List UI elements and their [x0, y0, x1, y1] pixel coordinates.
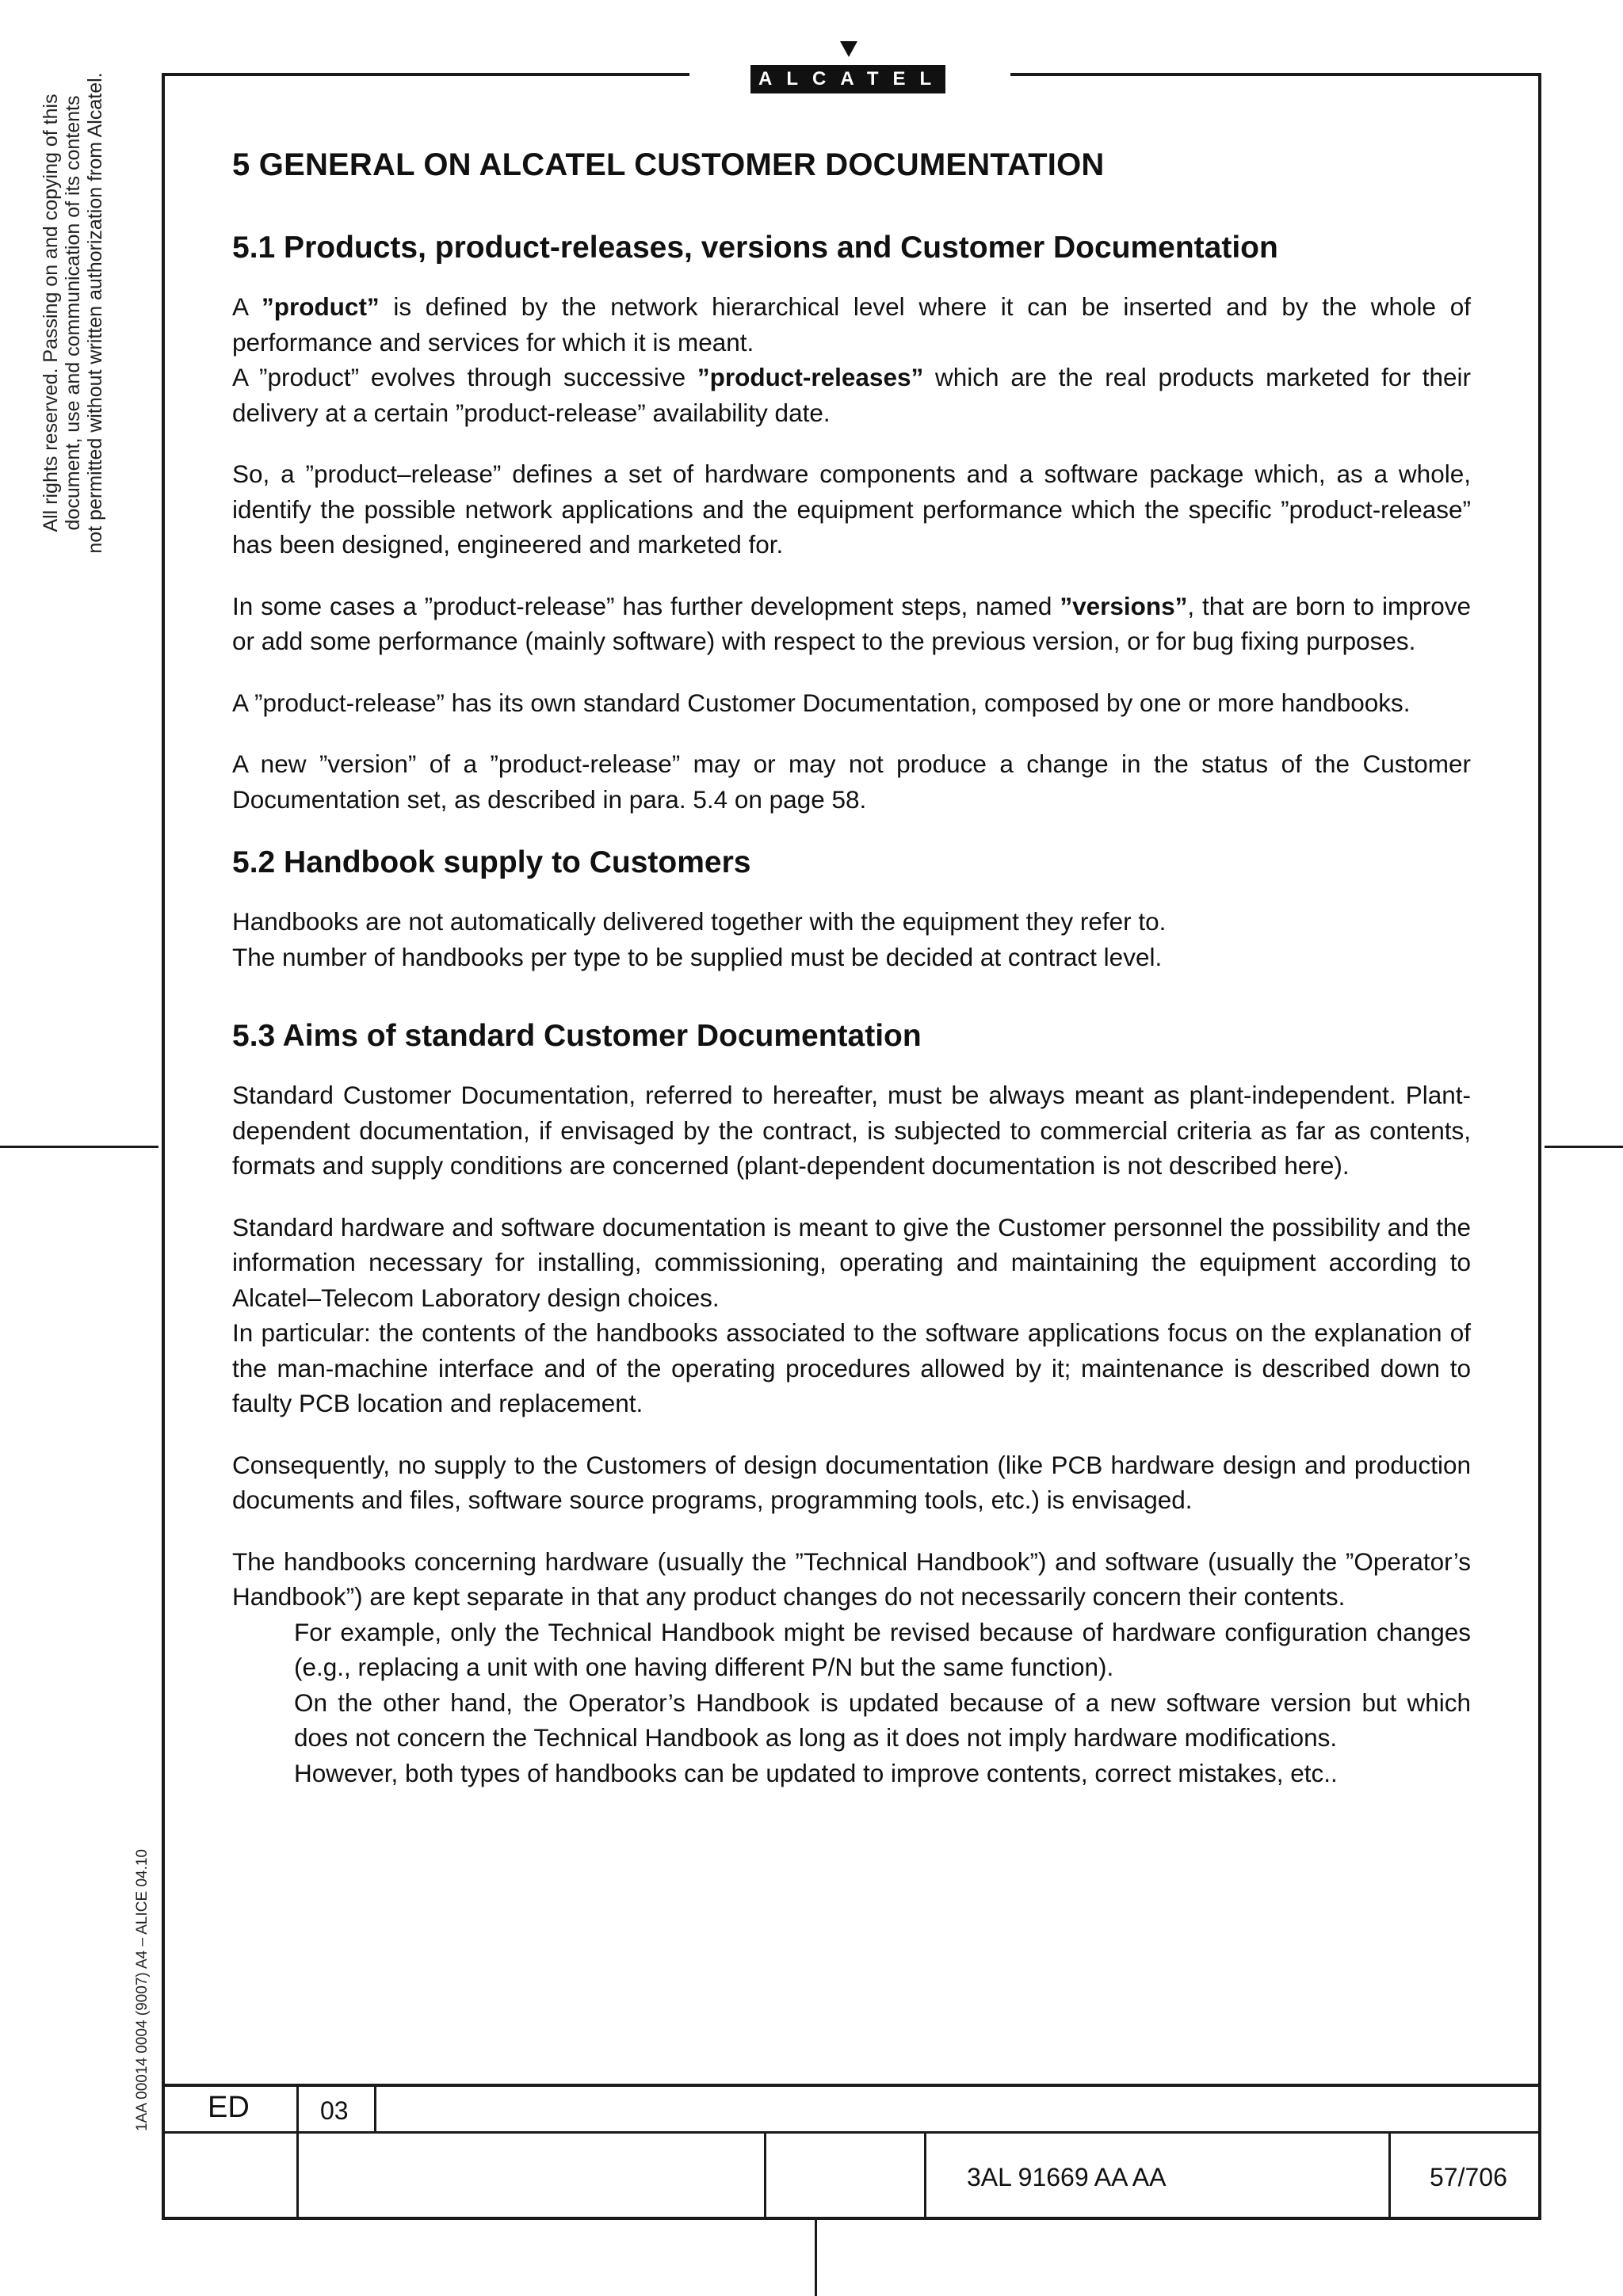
paragraph: The number of handbooks per type to be supplied must be decided at contract level. [232, 942, 1163, 971]
paragraph: A ”product-release” has its own standard Customer Documentation, composed by one or more handbooks. [232, 688, 1411, 717]
section-5-2-title: 5.2 Handbook supply to Customers [232, 845, 751, 879]
alcatel-logo: ALCATEL [750, 65, 945, 93]
page-number: 57/706 [1430, 2163, 1507, 2191]
footer-divider [924, 2131, 926, 2220]
footer-divider [1388, 2131, 1391, 2220]
paragraph: Consequently, no supply to the Customers of design documentation (like PCB hardware design and production documents and files, software source programs, programming tools, etc.) is envisaged. [232, 1450, 1471, 1514]
copyright-notice: All rights reserved. Passing on and copying of this document, use and communication of its contents not permitted without written authorization from Alcatel. [40, 72, 106, 554]
paragraph: Standard hardware and software documentation is meant to give the Customer personnel the possibility and the information necessary for installing, commissioning, operating and maintaining the equipment according to Alcatel–Telecom Laboratory design choices. [232, 1212, 1471, 1312]
fold-mark-right [1545, 1146, 1623, 1148]
page-content [232, 143, 1471, 1791]
section-5-3-title: 5.3 Aims of standard Customer Documentation [232, 1019, 922, 1053]
edition-label: ED [208, 2091, 250, 2124]
fold-mark-left [0, 1146, 158, 1148]
indented-paragraph: However, both types of handbooks can be updated to improve contents, correct mistakes, etc.. [294, 1758, 1338, 1787]
paragraph: A ”product” is defined by the network hierarchical level where it can be inserted and by the whole of performance and services for which it is meant. [232, 292, 1472, 357]
paragraph: In particular: the contents of the handbooks associated to the software applications focus on the explanation of the man-machine interface and of the operating procedures allowed by it; maintenance is described down to faulty PCB location and replacement. [232, 1318, 1471, 1417]
paragraph: So, a ”product–release” defines a set of hardware components and a software package which, as a whole, identify the possible network applications and the equipment performance which the specific ”product-release” has been designed, engineered and marketed for. [232, 460, 1471, 559]
footer-divider [374, 2084, 376, 2131]
section-5-1-title: 5.1 Products, product-releases, versions and Customer Documentation [232, 231, 1278, 265]
paragraph: A ”product” evolves through successive ”product-releases” which are the real products marketed for their delivery at a certain ”product-release” availability date. [232, 363, 1471, 427]
paragraph: Standard Customer Documentation, referred to hereafter, must be always meant as plant-independent. Plant-dependent documentation, if envisaged by the contract, is subjected to commercial criteria as far as contents, formats and supply conditions are concerned (plant-dependent documentation is not described here). [232, 1081, 1471, 1180]
paragraph: Handbooks are not automatically delivered together with the equipment they refer to. [232, 907, 1167, 936]
fold-mark-bottom [815, 2220, 817, 2296]
footer-top-rule [162, 2084, 1541, 2087]
edition-value: 03 [320, 2096, 349, 2125]
paragraph: The handbooks concerning hardware (usually the ”Technical Handbook”) and software (usually the ”Operator’s Handbook”) are kept separate in that any product changes do not necessarily concern their contents. [232, 1547, 1471, 1611]
footer-middle-rule [162, 2131, 1541, 2134]
document-reference: 1AA 00014 0004 (9007) A4 – ALICE 04.10 [134, 1849, 151, 2132]
document-code: 3AL 91669 AA AA [967, 2163, 1167, 2191]
indented-paragraph: On the other hand, the Operator’s Handbook is updated because of a new software version but which does not concern the Technical Handbook as long as it does not imply hardware modifications. [294, 1688, 1471, 1752]
footer-table [162, 2084, 1541, 2220]
logo-arrow-icon [840, 41, 857, 57]
chapter-title: 5 GENERAL ON ALCATEL CUSTOMER DOCUMENTATION [232, 147, 1105, 182]
indented-paragraph: For example, only the Technical Handbook might be revised because of hardware configuration changes (e.g., replacing a unit with one having different P/N but the same function). [294, 1617, 1471, 1681]
paragraph: A new ”version” of a ”product-release” may or may not produce a change in the status of the Customer Documentation set, as described in para. 5.4 on page 58. [232, 749, 1471, 814]
paragraph: In some cases a ”product-release” has further development steps, named ”versions”, that are born to improve or add some performance (mainly software) with respect to the previous version, or for bug fixing purposes. [232, 591, 1471, 655]
footer-divider [764, 2131, 766, 2220]
footer-divider [296, 2084, 299, 2220]
